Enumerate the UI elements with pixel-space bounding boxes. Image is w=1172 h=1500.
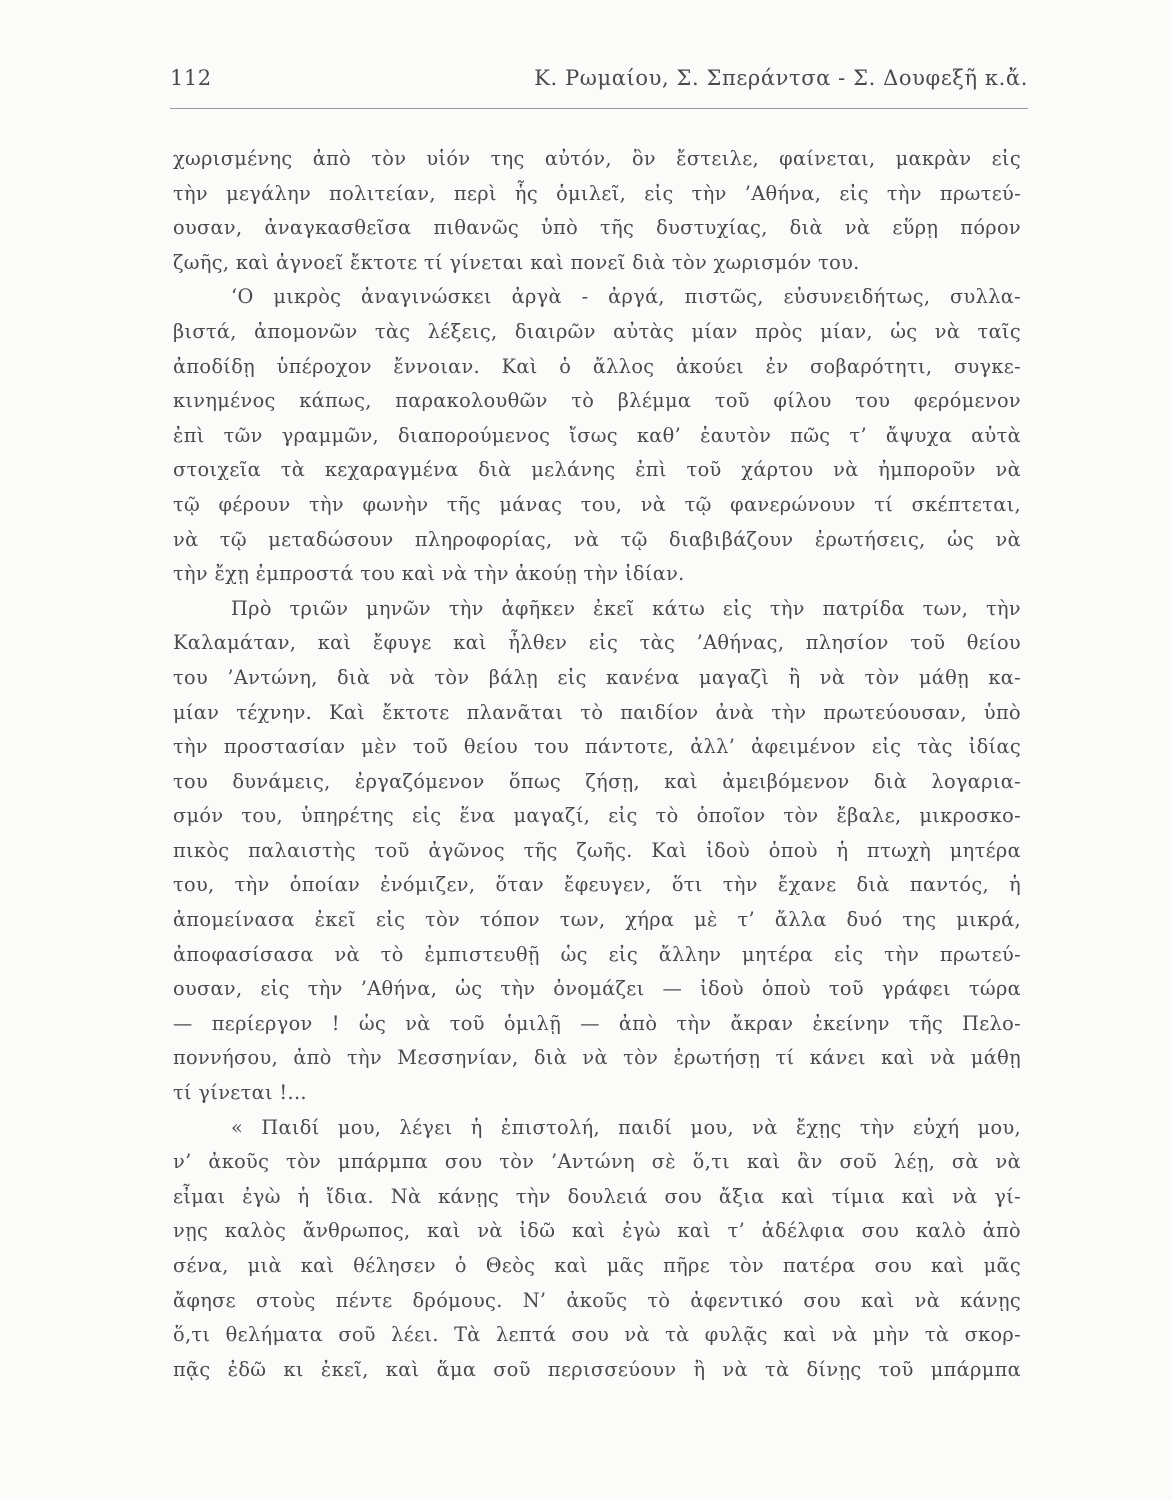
text-line: σένα, μιὰ καὶ θέλησεν ὁ Θεὸς καὶ μᾶς πῆρε τὸν πατέρα σου καὶ μᾶς (173, 1254, 1021, 1277)
text-line: ζωῆς, καὶ ἀγνοεῖ ἔκτοτε τί γίνεται καὶ πονεῖ διὰ τὸν χωρισμόν του. (173, 250, 860, 274)
text-line: — περίεργον ! ὡς νὰ τοῦ ὁμιλῇ — ἀπὸ τὴν ἄκραν ἐκείνην τῆς Πελο- (173, 1011, 1021, 1035)
text-line: τί γίνεται !... (173, 1081, 307, 1105)
text-line: ν’ ἀκοῦς τὸν μπάρμπα σου τὸν ’Αντώνη σὲ ὅ,τι καὶ ἂν σοῦ λέῃ, σὰ νὰ (173, 1150, 1021, 1174)
text-line: του ’Αντώνη, διὰ νὰ τὸν βάλῃ εἰς κανένα μαγαζὶ ἢ νὰ τὸν μάθῃ κα- (173, 665, 1021, 689)
text-line: κινημένος κάπως, παρακολουθῶν τὸ βλέμμα τοῦ φίλου του φερόμενον (173, 389, 1021, 413)
text-line: μίαν τέχνην. Καὶ ἔκτοτε πλανᾶται τὸ παιδίον ἀνὰ τὴν πρωτεύουσαν, ὑπὸ (173, 700, 1021, 724)
text-line: τὴν ἔχῃ ἐμπροστά του καὶ νὰ τὴν ἀκούῃ τὴν ἰδίαν. (173, 562, 685, 586)
text-line: νὰ τῷ μεταδώσουν πληροφορίας, νὰ τῷ διαβιβάζουν ἐρωτήσεις, ὡς νὰ (173, 527, 1021, 551)
body-text (173, 142, 1021, 1387)
text-line: ἀποδίδῃ ὑπέροχον ἔννοιαν. Καὶ ὁ ἄλλος ἀκούει ἐν σοβαρότητι, συγκε- (173, 354, 1021, 378)
text-line: τῷ φέρουν τὴν φωνὴν τῆς μάνας του, νὰ τῷ φανερώνουν τί σκέπτεται, (173, 492, 1021, 516)
text-line: Καλαμάταν, καὶ ἔφυγε καὶ ἦλθεν εἰς τὰς ’Αθήνας, πλησίον τοῦ θείου (173, 631, 1021, 655)
text-line: νῃς καλὸς ἄνθρωπος, καὶ νὰ ἰδῶ καὶ ἐγὼ καὶ τ’ ἀδέλφια σου καλὸ ἀπὸ (173, 1219, 1021, 1243)
running-head: Κ. Ρωμαίου, Σ. Σπεράντσα - Σ. Δουφεξῆ κ.ἄ. (534, 66, 1028, 90)
text-line: του δυνάμεις, ἐργαζόμενον ὅπως ζήσῃ, καὶ ἀμειβόμενον διὰ λογαρια- (173, 769, 1021, 793)
text-line: τὴν προστασίαν μὲν τοῦ θείου του πάντοτε, ἀλλ’ ἀφειμένον εἰς τὰς ἰδίας (173, 735, 1021, 759)
text-line: ουσαν, ἀναγκασθεῖσα πιθανῶς ὑπὸ τῆς δυστυχίας, διὰ νὰ εὕρῃ πόρον (173, 216, 1021, 240)
header-rule (170, 108, 1028, 109)
text-line: βιστά, ἀπομονῶν τὰς λέξεις, διαιρῶν αὐτὰς μίαν πρὸς μίαν, ὡς νὰ ταῖς (173, 319, 1021, 343)
text-line: στοιχεῖα τὰ κεχαραγμένα διὰ μελάνης ἐπὶ τοῦ χάρτου νὰ ἠμποροῦν νὰ (173, 458, 1021, 482)
page-number: 112 (170, 66, 212, 90)
text-line: εἶμαι ἐγὼ ἡ ἴδια. Νὰ κάνῃς τὴν δουλειά σου ἄξια καὶ τίμια καὶ νὰ γί- (173, 1184, 1021, 1208)
text-line: χωρισμένης ἀπὸ τὸν υἱόν της αὐτόν, ὃν ἔστειλε, φαίνεται, μακρὰν εἰς (173, 147, 1021, 170)
text-line: σμόν του, ὑπηρέτης εἰς ἕνα μαγαζί, εἰς τὸ ὁποῖον τὸν ἔβαλε, μικροσκο- (173, 804, 1021, 828)
text-line: πᾷς ἐδῶ κι ἐκεῖ, καὶ ἅμα σοῦ περισσεύουν ἢ νὰ τὰ δίνῃς τοῦ μπάρμπα (173, 1357, 1021, 1381)
text-line: του, τὴν ὁποίαν ἐνόμιζεν, ὅταν ἔφευγεν, ὅτι τὴν ἔχανε διὰ παντός, ἡ (173, 873, 1021, 897)
text-line: ἐπὶ τῶν γραμμῶν, διαπορούμενος ἴσως καθ’ ἑαυτὸν πῶς τ’ ἄψυχα αὐτὰ (173, 423, 1021, 447)
text-line: ουσαν, εἰς τὴν ’Αθήνα, ὡς τὴν ὀνομάζει — ἰδοὺ ὁποὺ τοῦ γράφει τώρα (173, 977, 1021, 1001)
text-line: ὅ,τι θελήματα σοῦ λέει. Τὰ λεπτά σου νὰ τὰ φυλᾷς καὶ νὰ μὴν τὰ σκορ- (173, 1323, 1021, 1347)
text-line: πικὸς παλαιστὴς τοῦ ἀγῶνος τῆς ζωῆς. Καὶ ἰδοὺ ὁποὺ ἡ πτωχὴ μητέρα (173, 838, 1021, 862)
text-line: ‘Ο μικρὸς ἀναγινώσκει ἀργὰ - ἀργά, πιστῶς, εὐσυνειδήτως, συλλα- (231, 285, 1021, 309)
text-line: τὴν μεγάλην πολιτείαν, περὶ ἧς ὁμιλεῖ, εἰς τὴν ’Αθήνα, εἰς τὴν πρωτεύ- (173, 181, 1021, 205)
text-line: ἄφησε στοὺς πέντε δρόμους. Ν’ ἀκοῦς τὸ ἀφεντικό σου καὶ νὰ κάνῃς (173, 1288, 1021, 1312)
page-header (170, 66, 1028, 102)
text-line: Πρὸ τριῶν μηνῶν τὴν ἀφῆκεν ἐκεῖ κάτω εἰς τὴν πατρίδα των, τὴν (231, 596, 1021, 620)
text-line: ἀπομείνασα ἐκεῖ εἰς τὸν τόπον των, χήρα μὲ τ’ ἄλλα δυό της μικρά, (173, 908, 1021, 932)
text-line: « Παιδί μου, λέγει ἡ ἐπιστολή, παιδί μου, νὰ ἔχῃς τὴν εὐχή μου, (231, 1115, 1021, 1139)
text-line: ἀποφασίσασα νὰ τὸ ἐμπιστευθῇ ὡς εἰς ἄλλην μητέρα εἰς τὴν πρωτεύ- (173, 942, 1021, 966)
text-line: ποννήσου, ἀπὸ τὴν Μεσσηνίαν, διὰ νὰ τὸν ἐρωτήσῃ τί κάνει καὶ νὰ μάθῃ (173, 1046, 1021, 1070)
